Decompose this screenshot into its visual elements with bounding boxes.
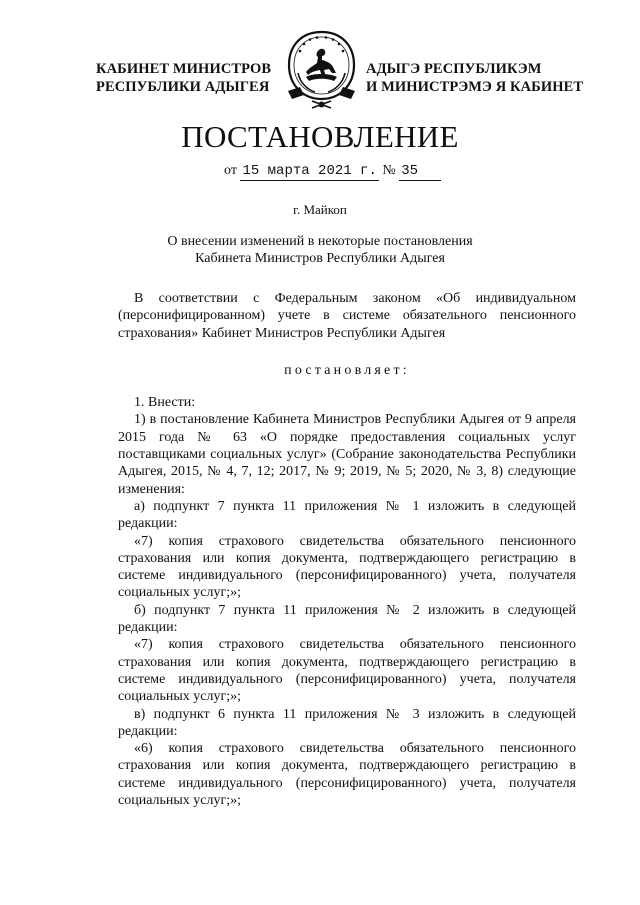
subject-line-2: Кабинета Министров Республики Адыгея bbox=[195, 251, 445, 266]
subitem-a-text: «7) копия страхового свидетельства обязательного пенсионного страхования или копия документа, подтверждающего регистрацию в системе индивидуального (персонифицированного) учета, получателя социальных услуг;»; bbox=[118, 533, 576, 601]
subitem-v-text: «6) копия страхового свидетельства обязательного пенсионного страхования или копия документа, подтверждающего регистрацию в системе индивидуального (персонифицированного) учета, получателя социальных услуг;»; bbox=[118, 741, 576, 809]
document-body bbox=[118, 290, 576, 809]
adygea-coat-of-arms-icon bbox=[284, 29, 359, 111]
city-line: г. Майкоп bbox=[293, 202, 347, 217]
document-number: 35 bbox=[399, 163, 441, 181]
issuer-name-adyghe bbox=[366, 60, 583, 96]
document-subject bbox=[0, 233, 640, 267]
item-1-subitem-1: 1) в постановление Кабинета Министров Республики Адыгея от 9 апреля 2015 года № 63 «О порядке предоставления социальных услуг поставщиками социальных услуг» (Собрание законодательства Республики Адыгея, 2015, № 4, 7, 12; 2017, № 9; 2019, № 5; 2020, № 3, 8) следующие изменения: bbox=[118, 412, 576, 497]
issuer-line-2: РЕСПУБЛИКИ АДЫГЕЯ bbox=[96, 79, 270, 95]
issuer-name-russian bbox=[96, 60, 271, 96]
document-date: 15 марта 2021 г. bbox=[242, 163, 377, 179]
number-label: № bbox=[382, 163, 396, 178]
subitem-v: в) подпункт 6 пункта 11 приложения № 3 изложить в следующей редакции: bbox=[118, 706, 576, 739]
preamble-paragraph: В соответствии с Федеральным законом «Об индивидуальном (персонифицированном) учете в системе обязательного пенсионного страхования» Кабинет Министров Республики Адыгея bbox=[118, 291, 576, 341]
issuer-line-1: КАБИНЕТ МИНИСТРОВ bbox=[96, 61, 272, 77]
subject-line-1: О внесении изменений в некоторые постановления bbox=[167, 234, 473, 249]
subitem-b: б) подпункт 7 пункта 11 приложения № 2 изложить в следующей редакции: bbox=[118, 602, 576, 636]
subitem-b-text: «7) копия страхового свидетельства обязательного пенсионного страхования или копия документа, подтверждающего регистрацию в системе индивидуального (персонифицированного) учета, получателя социальных услуг;»; bbox=[118, 637, 576, 705]
item-1: 1. Внести: bbox=[134, 395, 196, 411]
from-label: от bbox=[224, 163, 237, 178]
resolves-heading: постановляет: bbox=[284, 362, 410, 378]
date-number-line bbox=[224, 163, 441, 181]
issuer-line-1: АДЫГЭ РЕСПУБЛИКЭМ bbox=[366, 61, 542, 77]
subitem-a: а) подпункт 7 пункта 11 приложения № 1 изложить в следующей редакции: bbox=[118, 498, 576, 532]
issuer-line-2: И МИНИСТРЭМЭ Я КАБИНЕТ bbox=[366, 79, 584, 95]
document-title: ПОСТАНОВЛЕНИЕ bbox=[181, 119, 459, 154]
